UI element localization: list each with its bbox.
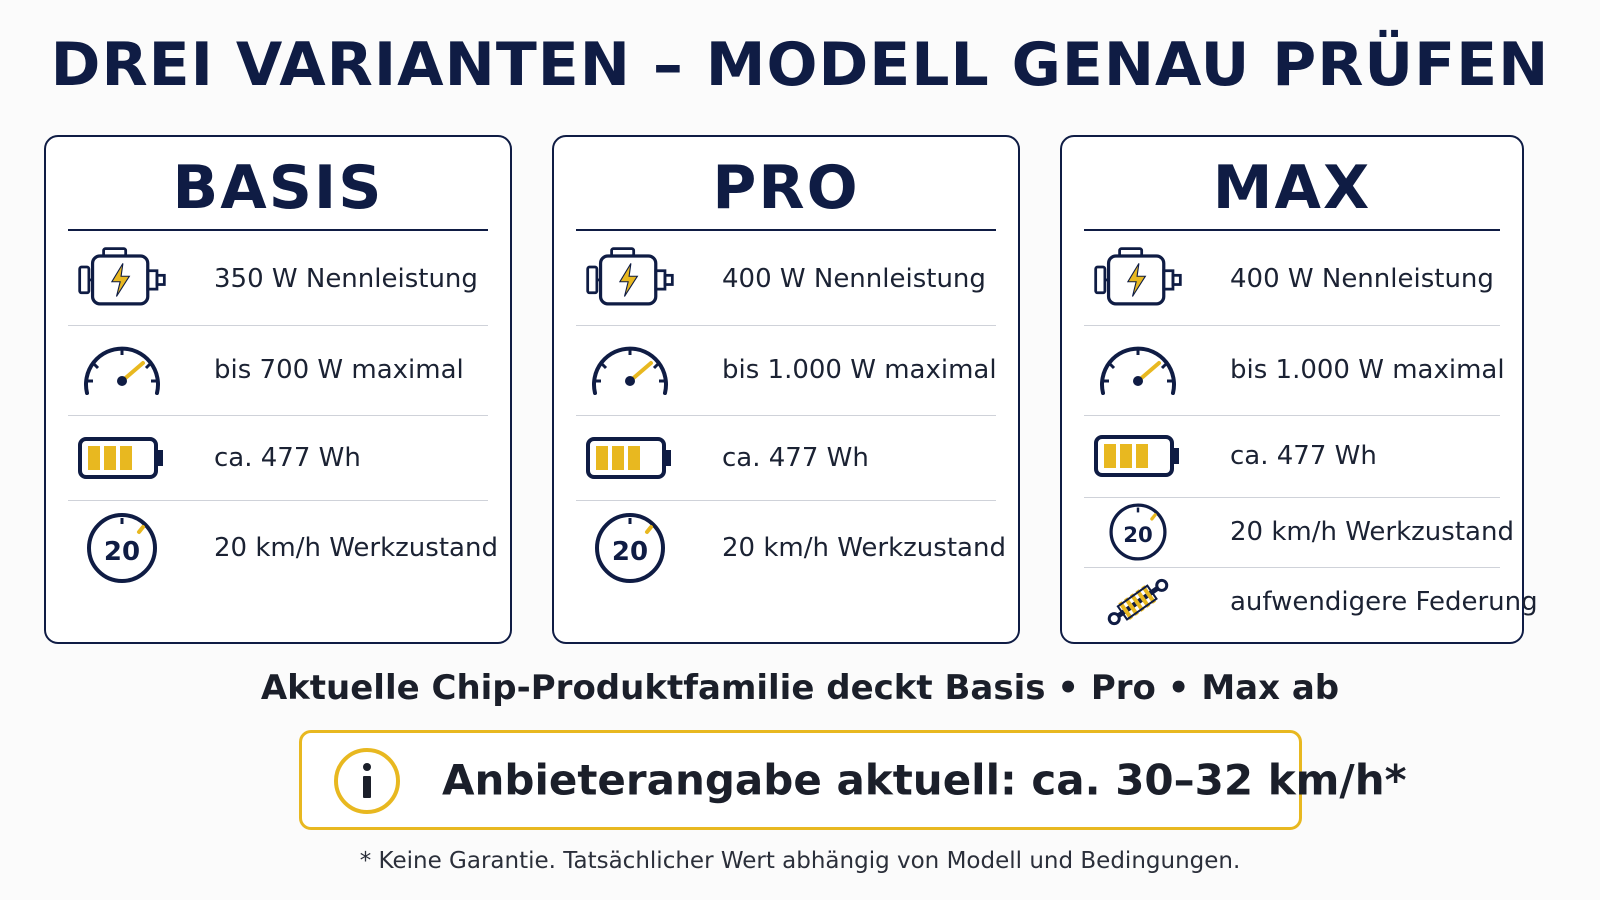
speed-limit-icon <box>1092 501 1184 563</box>
spec-label: ca. 477 Wh <box>214 442 361 473</box>
title-divider <box>1084 229 1500 231</box>
product-family-note: Aktuelle Chip-Produktfamilie deckt Basis • Pro • Max ab <box>260 668 1340 708</box>
spec-row-speed <box>68 500 498 596</box>
spec-row-power <box>576 232 996 326</box>
motor-icon <box>1092 244 1184 314</box>
page-title: DREI VARIANTEN – MODELL GENAU PRÜFEN <box>50 30 1550 100</box>
spec-label: bis 1.000 W maximal <box>1230 355 1505 385</box>
title-divider <box>68 229 488 231</box>
gauge-icon <box>1092 337 1184 403</box>
info-icon <box>332 746 402 816</box>
spec-label: 400 W Nennleistung <box>1230 263 1494 294</box>
speed-limit-icon <box>76 510 168 586</box>
svg-text:20: 20 <box>1123 522 1153 548</box>
card-title: BASIS <box>172 153 384 223</box>
gauge-icon <box>584 337 676 403</box>
card-title: PRO <box>712 153 860 223</box>
spec-label: 20 km/h Werkzustand <box>722 533 1006 563</box>
spec-row-battery <box>68 415 488 501</box>
spec-label: ca. 477 Wh <box>1230 441 1377 471</box>
card-title: MAX <box>1212 153 1372 223</box>
suspension-spring-icon <box>1092 572 1184 632</box>
spec-row-battery <box>1084 415 1500 498</box>
spec-row-power <box>1084 232 1500 326</box>
spec-label: 20 km/h Werkzustand <box>214 533 498 563</box>
info-text: Anbieterangabe aktuell: ca. 30–32 km/h* <box>442 755 1407 805</box>
spec-label: ca. 477 Wh <box>722 442 869 473</box>
spec-row-battery <box>576 415 996 501</box>
variant-card-basis <box>44 135 512 644</box>
spec-row-power <box>68 232 488 326</box>
spec-row-max-power <box>576 325 996 416</box>
battery-icon <box>584 435 676 481</box>
speed-limit-icon <box>584 510 676 586</box>
spec-label: 20 km/h Werkzustand <box>1230 517 1514 547</box>
spec-label: aufwendigere Federung <box>1230 587 1538 617</box>
battery-icon <box>1092 433 1184 479</box>
svg-text:20: 20 <box>611 537 649 567</box>
motor-icon <box>76 244 168 314</box>
spec-row-max-power <box>68 325 488 416</box>
gauge-icon <box>76 337 168 403</box>
spec-row-max-power <box>1084 325 1505 416</box>
info-box <box>299 730 1407 830</box>
battery-icon <box>76 435 168 481</box>
variant-card-pro <box>552 135 1020 644</box>
title-divider <box>576 229 996 231</box>
footnote: * Keine Garantie. Tatsächlicher Wert abhängig von Modell und Bedingungen. <box>359 848 1241 874</box>
spec-label: bis 1.000 W maximal <box>722 355 997 385</box>
spec-label: 400 W Nennleistung <box>722 263 986 294</box>
spec-row-speed <box>1084 497 1514 568</box>
svg-text:20: 20 <box>103 537 141 567</box>
motor-icon <box>584 244 676 314</box>
spec-row-suspension <box>1084 567 1538 637</box>
spec-label: 350 W Nennleistung <box>214 263 478 294</box>
variant-card-max <box>1060 135 1538 644</box>
spec-label: bis 700 W maximal <box>214 355 464 385</box>
spec-row-speed <box>576 500 1006 596</box>
